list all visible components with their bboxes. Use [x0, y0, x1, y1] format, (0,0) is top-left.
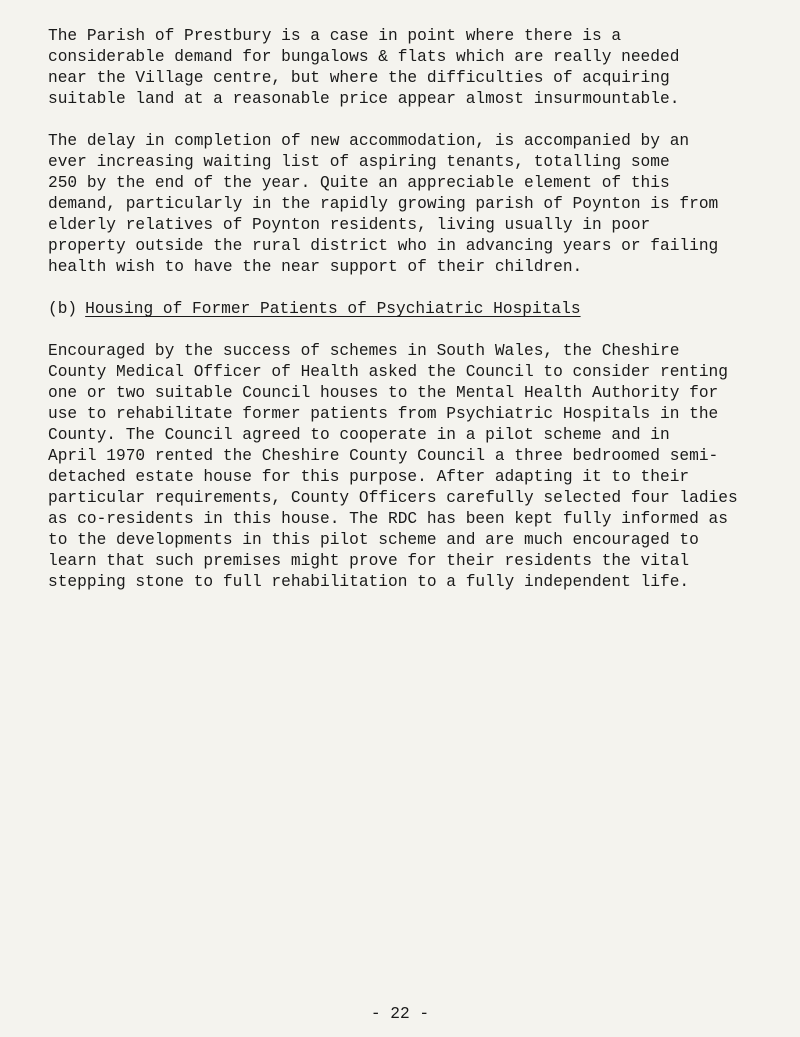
section-title: Housing of Former Patients of Psychiatric Hospitals [85, 300, 581, 318]
page-number: - 22 - [370, 1005, 430, 1023]
section-label: (b) [48, 300, 78, 318]
paragraph-waiting-list: The delay in completion of new accommodation, is accompanied by an ever increasing waiting list of aspiring tenants, totalling some 250 by the end of the year. Quite an appreciable element of this demand, particularly in the rapidly growing parish of Poynton is from elderly relatives of Poynton residents, living usually in poor property outside the rural district who in advancing years or failing health wish to have the near support of their children. [48, 132, 719, 276]
paragraph-prestbury: The Parish of Prestbury is a case in point where there is a considerable demand for bungalows & flats which are really needed near the Village centre, but where the difficulties of acquiring suitable land at a reasonable price appear almost insurmountable. [48, 27, 680, 108]
section-heading [48, 299, 778, 320]
document-page [48, 26, 778, 614]
paragraph-rehabilitation: Encouraged by the success of schemes in South Wales, the Cheshire County Medical Officer of Health asked the Council to consider renting one or two suitable Council houses to the Mental Health Authority for use to rehabilitate former patients from Psychiatric Hospitals in the County. The Council agreed to cooperate in a pilot scheme and in April 1970 rented the Cheshire County Council a three bedroomed semi- detached estate house for this purpose. After adapting it to their particular requirements, County Officers carefully selected four ladies as co-residents in this house. The RDC has been kept fully informed as to the developments in this pilot scheme and are much encouraged to learn that such premises might prove for their residents the vital stepping stone to full rehabilitation to a fully independent life. [48, 342, 738, 591]
